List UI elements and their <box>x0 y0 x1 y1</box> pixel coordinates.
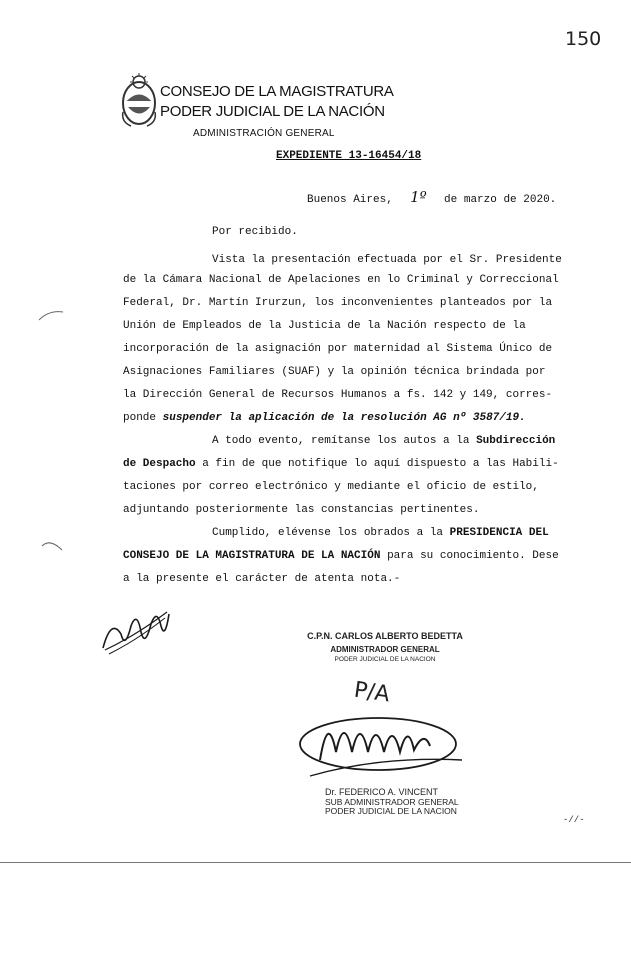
text-segment: ponde <box>123 412 157 424</box>
date-suffix: de marzo de 2020. <box>444 194 557 206</box>
paragraph-received: Por recibido. <box>212 226 298 238</box>
bold-segment: CONSEJO DE LA MAGISTRATURA DE LA NACIÓN <box>123 550 381 562</box>
case-number: EXPEDIENTE 13-16454/18 <box>276 150 422 162</box>
body-line <box>212 523 549 543</box>
body-line <box>123 546 559 566</box>
handwritten-day: 1º <box>410 188 427 206</box>
bold-segment: PRESIDENCIA DEL <box>449 527 549 539</box>
body-line <box>123 454 559 474</box>
stamp-name: Dr. FEDERICO A. VINCENT <box>325 787 439 797</box>
stamp-title: SUB ADMINISTRADOR GENERAL <box>325 797 459 807</box>
initials-signature <box>95 600 175 660</box>
emphasized-resolution: suspender la aplicación de la resolución AG nº 3587/19. <box>162 412 526 424</box>
bold-segment: Subdirección <box>476 435 556 447</box>
text-segment: Cumplido, elévense los obrados a la <box>212 527 444 539</box>
text-segment: A todo evento, remítanse los autos a la <box>212 435 470 447</box>
stamp-org: PODER JUDICIAL DE LA NACION <box>334 656 436 663</box>
body-line: Federal, Dr. Martín Irurzun, los inconvenientes planteados por la <box>123 297 553 309</box>
page-number: 150 <box>565 28 602 50</box>
org-department: ADMINISTRACIÓN GENERAL <box>193 128 335 139</box>
body-line: adjuntando posteriormente las constancias pertinentes. <box>123 504 480 516</box>
margin-mark <box>40 538 64 552</box>
body-line: Vista la presentación efectuada por el Sr. Presidente <box>212 254 562 266</box>
bold-segment: de Despacho <box>123 458 196 470</box>
org-name-line1: CONSEJO DE LA MAGISTRATURA <box>160 83 394 100</box>
body-line <box>212 431 555 451</box>
date-prefix: Buenos Aires, <box>307 194 393 206</box>
body-line: taciones por correo electrónico y mediante el oficio de estilo, <box>123 481 539 493</box>
org-name-line2: PODER JUDICIAL DE LA NACIÓN <box>160 103 385 120</box>
stamp-org: PODER JUDICIAL DE LA NACION <box>325 806 457 816</box>
body-line: Unión de Empleados de la Justicia de la Nación respecto de la <box>123 320 526 332</box>
body-line: a la presente el carácter de atenta nota.- <box>123 573 401 585</box>
body-line: de la Cámara Nacional de Apelaciones en lo Criminal y Correccional <box>123 274 559 286</box>
body-line: Asignaciones Familiares (SUAF) y la opinión técnica brindada por <box>123 366 546 378</box>
argentina-seal-icon <box>119 72 159 128</box>
text-segment: a fin de que notifique lo aquí dispuesto a las Habili- <box>202 458 559 470</box>
body-line: la Dirección General de Recursos Humanos a fs. 142 y 149, corres- <box>123 389 553 401</box>
handwritten-pa: P/A <box>352 677 392 708</box>
page-edge-line <box>0 862 631 863</box>
signature <box>290 700 470 800</box>
continuation-mark: -//- <box>563 815 585 825</box>
text-segment: para su conocimiento. Dese <box>387 550 559 562</box>
margin-mark <box>37 308 65 322</box>
body-line: incorporación de la asignación por maternidad al Sistema Único de <box>123 343 553 355</box>
body-line-resolution <box>123 408 526 428</box>
stamp-name: C.P.N. CARLOS ALBERTO BEDETTA <box>307 631 463 641</box>
stamp-title: ADMINISTRADOR GENERAL <box>330 645 440 654</box>
date-line <box>307 188 556 206</box>
